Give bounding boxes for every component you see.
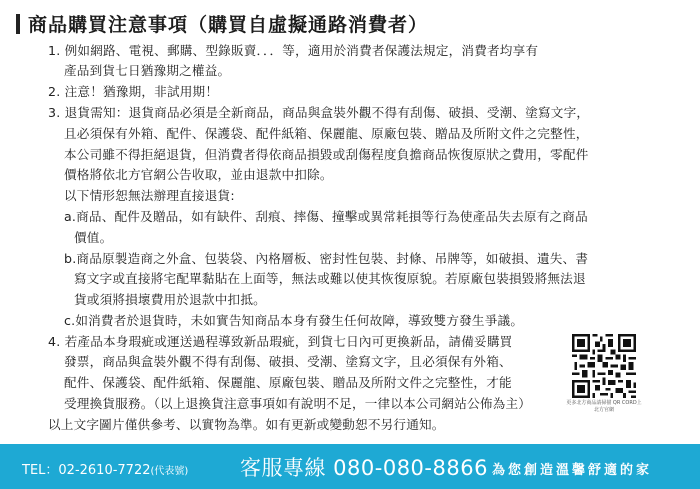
notice-line: 本公司雖不得拒絕退貨，但消費者得依商品損毀或刮傷程度負擔商品恢復原狀之費用，零配件	[64, 147, 589, 162]
notice-line: 配件、保護袋、配件紙箱、保麗龍、原廠包裝、贈品及所附文件之完整性，才能	[64, 375, 512, 390]
notice-line: 發票，商品與盒裝外觀不得有刮傷、破損、受潮、塗寫文字，且必須保有外箱、	[64, 354, 512, 369]
title-text: 商品購買注意事項（購買自虛擬通路消費者）	[28, 14, 429, 36]
notice-line: 3. 退貨需知：退貨商品必須是全新商品，商品與盒裝外觀不得有刮傷、破損、受潮、塗寫文字，	[48, 105, 590, 120]
notice-line: b.商品原製造商之外盒、包裝袋、內格層板、密封性包裝、封條、吊牌等，如破損、遺失、書	[64, 251, 589, 266]
footer-slogan: 為您創造溫馨舒適的家	[492, 463, 653, 478]
notice-line: 價格將依北方官網公告收取，並由退款中扣除。	[64, 167, 333, 182]
qr-caption: 更多北方商品請掃描 QR CORD上北方官網	[566, 400, 642, 413]
tel-note: (代表號)	[150, 466, 189, 477]
footer-hotline: 客服專線 080-080-8866	[240, 456, 488, 480]
title-bar-icon	[16, 14, 20, 34]
notice-line: a.商品、配件及贈品，如有缺件、刮痕、摔傷、撞擊或異常耗損等行為使產品失去原有之商品	[64, 209, 588, 224]
notice-line: c.如消費者於退貨時，未如實告知商品本身有發生任何故障，導致雙方發生爭議。	[64, 313, 524, 328]
notice-line: 產品到貨七日猶豫期之權益。	[64, 63, 231, 78]
notice-line: 寫文字或直接將宅配單黏貼在上面等，無法或難以使其恢復原貌。若原廠包裝損毀將無法退	[74, 271, 586, 286]
qr-code-icon	[572, 334, 636, 398]
footer-tel	[22, 459, 188, 478]
notice-line: 以上文字圖片僅供參考、以實物為準。如有更新或變動恕不另行通知。	[48, 417, 445, 432]
notice-line: 以下情形恕無法辦理直接退貨:	[64, 188, 235, 203]
page-title	[16, 10, 428, 37]
notice-line: 價值。	[74, 230, 113, 245]
notice-line: 貨或須將損壞費用於退款中扣抵。	[74, 292, 266, 307]
notice-line: 且必須保有外箱、配件、保護袋、配件紙箱、保麗龍、原廠包裝、贈品及所附文件之完整性，	[64, 126, 589, 141]
notice-line: 受理換貨服務。（以上退換貨注意事項如有說明不足，一律以本公司網站公佈為主）	[64, 396, 532, 411]
notice-line: 2. 注意！猶豫期，非試用期！	[48, 84, 219, 99]
footer-banner	[0, 444, 700, 489]
notice-line: 4. 若產品本身瑕疵或運送過程導致新品瑕疵，到貨七日內可更換新品，請備妥購買	[48, 334, 513, 349]
notice-line: 1. 例如網路、電視、郵購、型錄販賣．．．等，適用於消費者保護法規定，消費者均享有	[48, 43, 539, 58]
tel-number: TEL：02-2610-7722	[22, 463, 151, 478]
